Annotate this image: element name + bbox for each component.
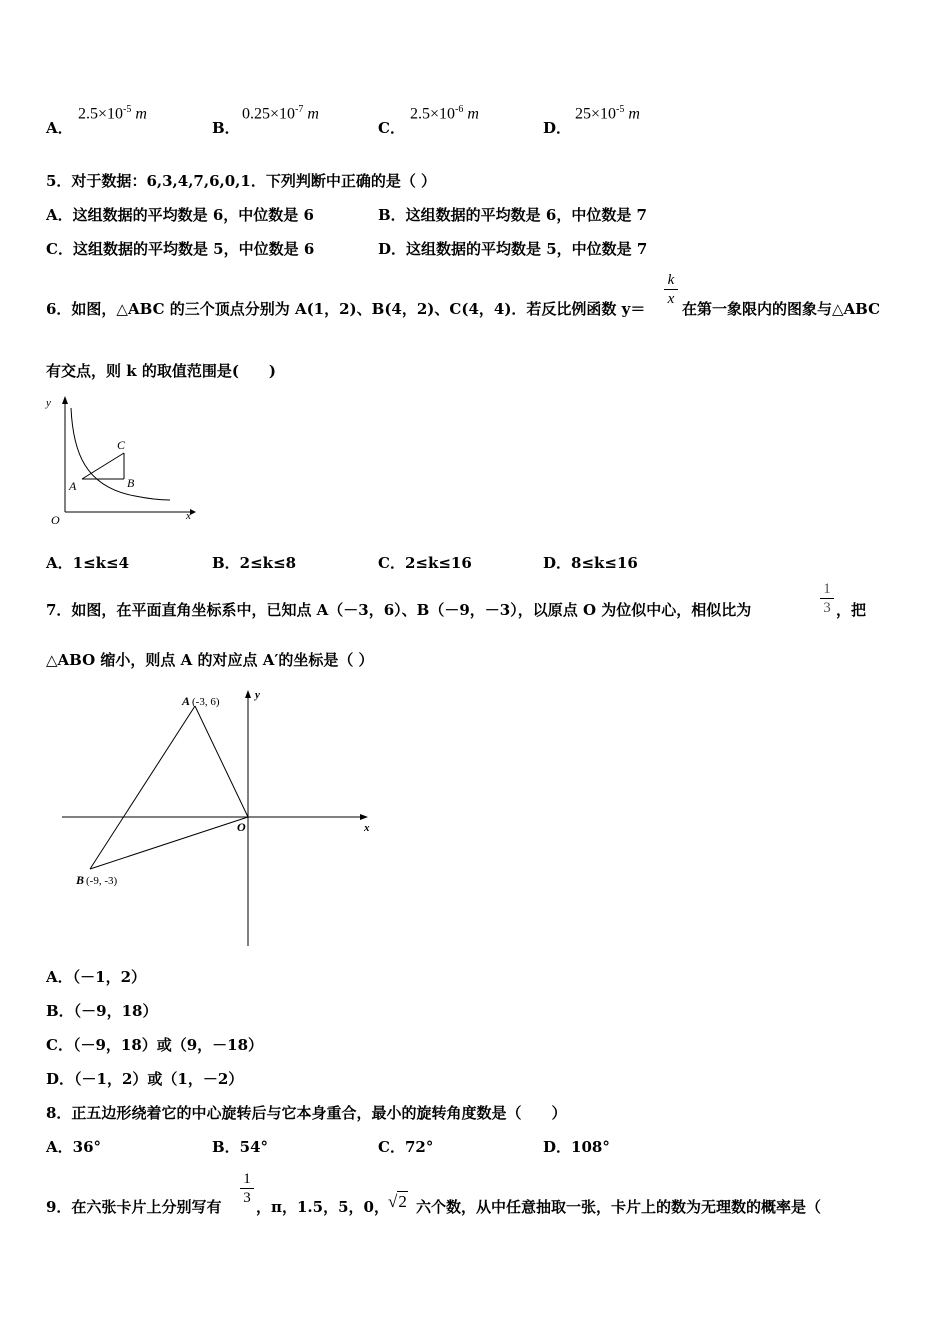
q7-figure [58, 684, 378, 950]
q4-option-b-letter: B． [212, 119, 240, 137]
q7-segment-bo [90, 817, 248, 869]
q7-point-b-coord: (-9, -3) [86, 875, 118, 887]
q7-fraction: 1 3 [820, 581, 834, 616]
q8-option-d: D．108° [543, 1138, 610, 1156]
q4-option-b-math: $0.25\times 10^{-7}$ m [242, 104, 319, 123]
q4-option-c-math: $2.5\times 10^{-6}$ m [410, 104, 479, 123]
q7-option-d: D．（－1，2）或（1，－2） [46, 1070, 244, 1088]
q5-option-a: A．这组数据的平均数是 6，中位数是 6 [46, 206, 314, 224]
q6-option-d: D．8≤k≤16 [543, 554, 638, 572]
q8-option-a: A．36° [46, 1138, 102, 1156]
q8-option-c: C．72° [378, 1138, 434, 1156]
q7-stem-line2: △ABO 缩小，则点 A 的对应点 A′的坐标是（ ） [46, 651, 374, 669]
q7-segment-oa [195, 706, 248, 817]
q6-point-a-label: A [69, 479, 77, 493]
q6-stem-part2: 在第一象限内的图象与△ABC [682, 300, 881, 318]
q6-stem-line2: 有交点，则 k 的取值范围是( ) [46, 362, 277, 380]
q7-x-label: x [364, 822, 370, 834]
q6-point-b-label: B [127, 476, 135, 490]
q4-option-d-letter: D． [543, 119, 572, 137]
q7-x-arrow [360, 814, 368, 820]
q4-option-a-letter: A． [46, 119, 73, 137]
q5-option-b: B．这组数据的平均数是 6，中位数是 7 [378, 206, 647, 224]
q9-fraction: 1 3 [240, 1171, 254, 1206]
q4-option-d-math: $25\times 10^{-5}$ m [575, 104, 640, 123]
q8-stem: 8．正五边形绕着它的中心旋转后与它本身重合，最小的旋转角度数是（ ） [46, 1104, 567, 1122]
q6-option-b: B．2≤k≤8 [212, 554, 297, 572]
q6-triangle-ac [82, 453, 124, 479]
q9-stem-part1: 9．在六张卡片上分别写有 [46, 1198, 222, 1216]
q6-x-arrow [190, 509, 196, 515]
q7-point-a-label: A [182, 694, 191, 708]
q6-stem-part1: 6．如图，△ABC 的三个顶点分别为 A(1，2)、B(4，2)、C(4，4)．若反比例函数 y＝ [46, 300, 646, 318]
q5-stem: 5．对于数据：6,3,4,7,6,0,1．下列判断中正确的是（ ） [46, 172, 437, 190]
q8-option-b: B．54° [212, 1138, 269, 1156]
q6-point-c-label: C [117, 438, 126, 452]
q4-option-a-math: $2.5\times 10^{-5}$ m [78, 104, 147, 123]
q9-sqrt: √2 [388, 1192, 407, 1211]
q6-fraction: k x [664, 272, 678, 307]
q6-origin-label: O [51, 513, 60, 527]
q9-stem-part3: 六个数，从中任意抽取一张，卡片上的数为无理数的概率是（ [416, 1198, 822, 1216]
q6-hyperbola [71, 408, 170, 500]
q6-figure [40, 392, 210, 532]
q7-point-b-label: B [76, 873, 85, 887]
q7-origin-label: O [237, 820, 246, 834]
q7-y-label: y [255, 689, 260, 701]
q9-stem-part2: ，π，1.5，5，0， [256, 1198, 389, 1216]
q7-stem-part2: ，把 [836, 601, 867, 619]
q6-x-label: x [186, 510, 191, 522]
q7-point-a-coord: (-3, 6) [192, 696, 220, 708]
q6-option-c: C．2≤k≤16 [378, 554, 472, 572]
q7-y-arrow [245, 690, 251, 698]
q7-option-a: A．（－1，2） [46, 968, 147, 986]
q6-y-arrow [62, 396, 68, 404]
q4-option-c-letter: C． [378, 119, 405, 137]
q7-segment-ab [90, 706, 195, 869]
q5-option-c: C．这组数据的平均数是 5，中位数是 6 [46, 240, 315, 258]
q6-option-a: A．1≤k≤4 [46, 554, 130, 572]
q5-option-d: D．这组数据的平均数是 5，中位数是 7 [378, 240, 648, 258]
q7-stem-part1: 7．如图，在平面直角坐标系中，已知点 A（－3，6）、B（－9，－3），以原点 O 为位似中心，相似比为 [46, 601, 752, 619]
q7-option-c: C．（－9，18）或（9，－18） [46, 1036, 264, 1054]
q6-y-label: y [46, 397, 51, 409]
q7-option-b: B．（－9，18） [46, 1002, 158, 1020]
